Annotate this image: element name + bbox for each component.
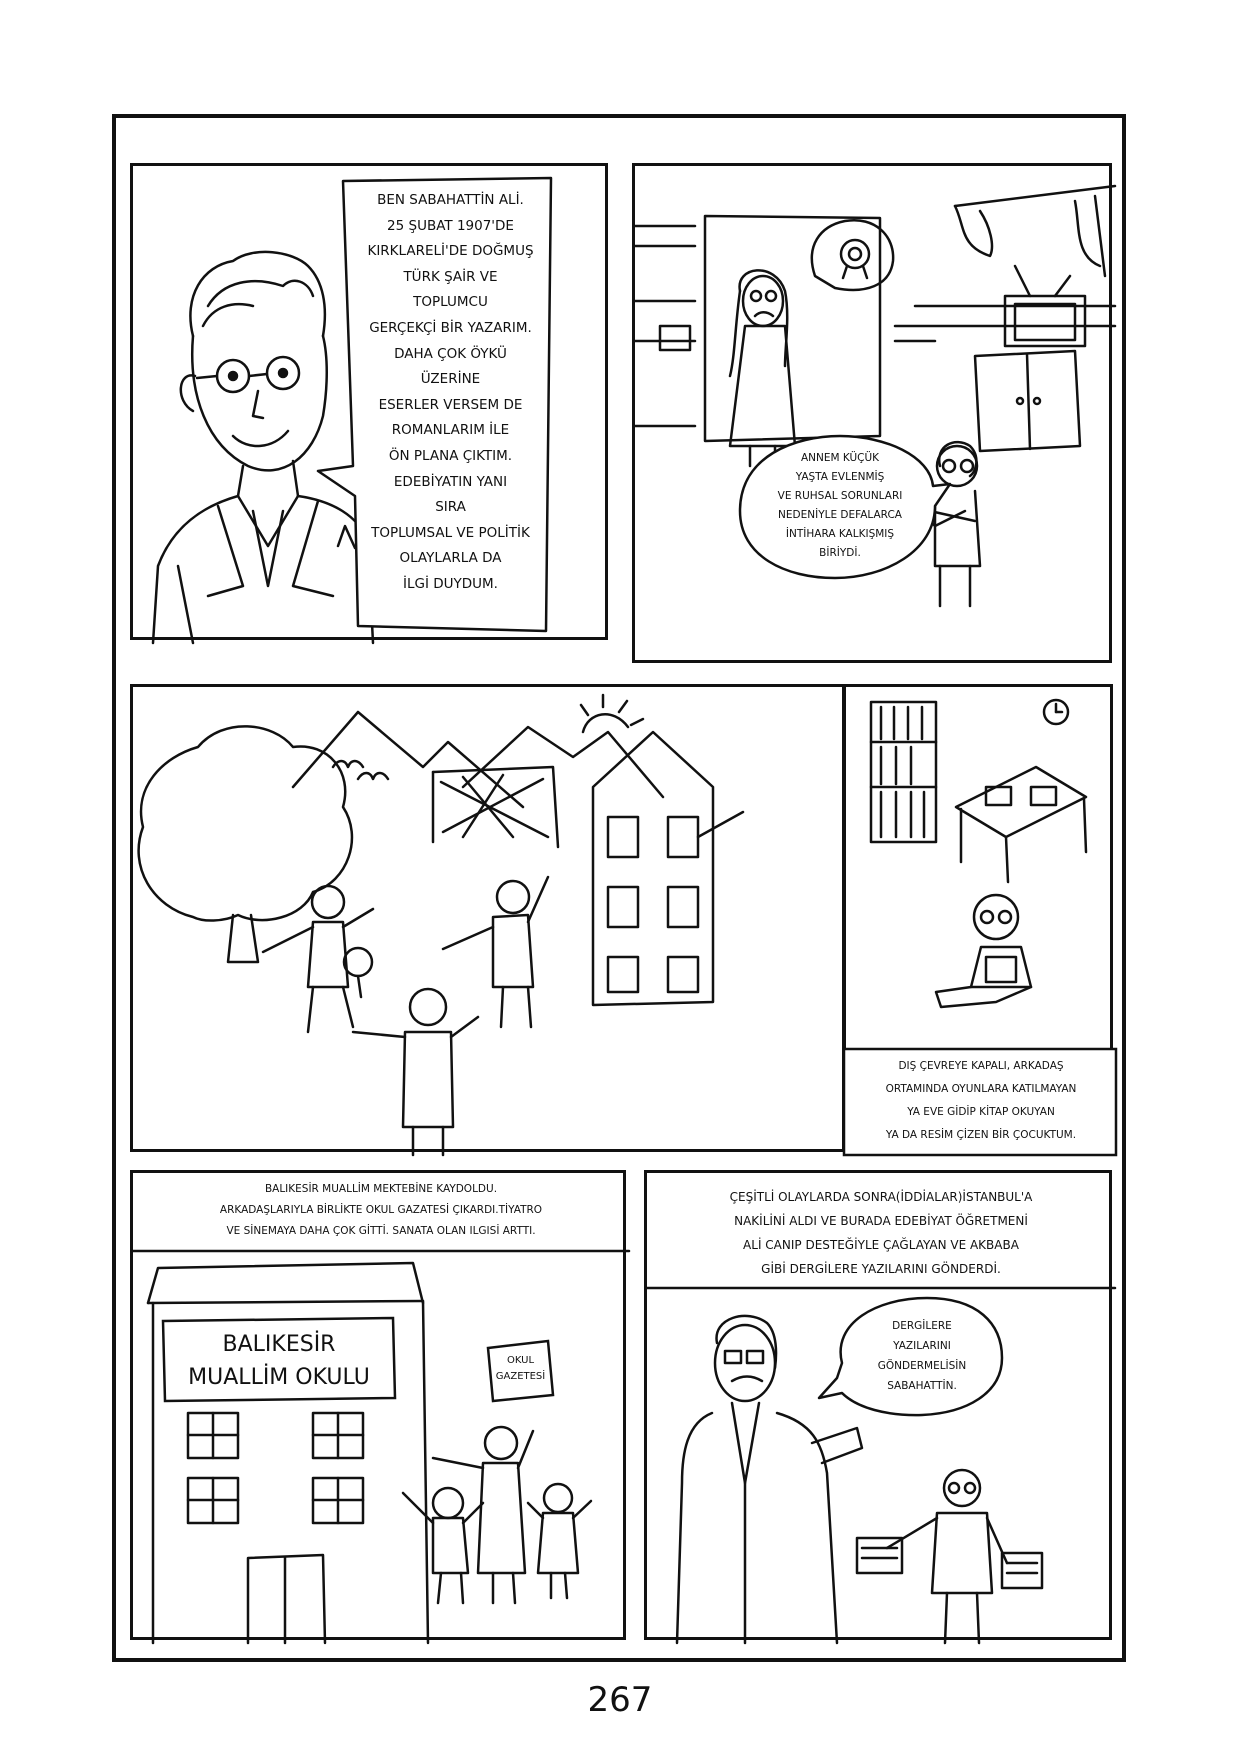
- speech-line: SIRA: [435, 499, 466, 516]
- speech-line: İLGİ DUYDUM.: [403, 575, 498, 592]
- speech-line: VE RUHSAL SORUNLARI: [777, 490, 903, 502]
- sign-line: MUALLİM OKULU: [188, 1365, 370, 1390]
- caption-line: BALIKESİR MUALLİM MEKTEBİNE KAYDOLDU.: [264, 1183, 498, 1195]
- caption-line: YA EVE GİDİP KİTAP OKUYAN: [907, 1106, 1055, 1118]
- speech-line: TÜRK ŞAİR VE: [403, 268, 498, 285]
- placard-text: [488, 1353, 553, 1385]
- speech-line: DERGİLERE: [892, 1320, 952, 1332]
- speech-line: ANNEM KÜÇÜK: [800, 452, 880, 464]
- newspaper-placard: [133, 1173, 629, 1643]
- speech-line: İNTİHARA KALKIŞMIŞ: [785, 528, 895, 540]
- speech-line: TOPLUMSAL VE POLİTİK: [371, 524, 530, 541]
- sign-line: BALIKESİR: [222, 1332, 336, 1357]
- speech-line: EDEBİYATIN YANI: [393, 473, 508, 490]
- panel-1-speech-text: [358, 188, 543, 598]
- panel-4-caption-text: [846, 1055, 1116, 1147]
- panel-6-caption-text: [647, 1185, 1115, 1281]
- caption-line: YA DA RESİM ÇİZEN BİR ÇOCUKTUM.: [885, 1129, 1077, 1141]
- speech-line: GERÇEKÇİ BİR YAZARIM.: [369, 319, 532, 336]
- speech-line: OLAYLARLA DA: [399, 550, 502, 567]
- panel-2-mother-room: [632, 163, 1112, 663]
- page-number: 267: [587, 1680, 653, 1720]
- speech-line: ÜZERİNE: [420, 371, 481, 388]
- panel-4-reading-child: [843, 684, 1113, 1152]
- speech-line: NEDENİYLE DEFALARCA: [778, 509, 902, 521]
- speech-line: ESERLER VERSEM DE: [378, 396, 523, 413]
- panel-6-teacher-support: [644, 1170, 1112, 1640]
- speech-line: BİRİYDİ.: [819, 547, 861, 559]
- speech-line: ROMANLARIM İLE: [391, 422, 510, 439]
- speech-line: BEN SABAHATTİN ALİ.: [377, 192, 524, 208]
- speech-line: 25 ŞUBAT 1907'DE: [387, 217, 514, 234]
- speech-line: ÖN PLANA ÇIKTIM.: [388, 447, 513, 464]
- speech-line: GÖNDERMELİSİN: [877, 1360, 967, 1372]
- caption-line: VE SİNEMAYA DAHA ÇOK GİTTİ. SANATA OLAN ILGISİ ARTTI.: [226, 1225, 536, 1237]
- caption-line: ALİ CANIP DESTEĞİYLE ÇAĞLAYAN VE AKBABA: [743, 1238, 1019, 1252]
- speech-line: YAZILARINI: [893, 1340, 951, 1352]
- speech-line: TOPLUMCU: [413, 294, 488, 311]
- playground-scene-drawing: [133, 687, 848, 1155]
- caption-line: DIŞ ÇEVREYE KAPALI, ARKADAŞ: [898, 1060, 1064, 1072]
- caption-line: NAKİLİNİ ALDI VE BURADA EDEBİYAT ÖĞRETMENİ: [734, 1214, 1028, 1228]
- placard-line: OKUL: [506, 1355, 535, 1366]
- caption-line: GİBİ DERGİLERE YAZILARINI GÖNDERDİ.: [761, 1262, 1001, 1276]
- speech-line: SABAHATTİN.: [887, 1380, 957, 1392]
- caption-line: ARKADAŞLARIYLA BİRLİKTE OKUL GAZATESİ ÇIKARDI.TİYATRO: [219, 1204, 543, 1216]
- speech-line: KIRKLARELİ'DE DOĞMUŞ: [367, 243, 534, 260]
- panel-2-speech-text: [735, 449, 945, 563]
- placard-line: GAZETESİ: [495, 1371, 546, 1382]
- speech-line: YAŞTA EVLENMİŞ: [795, 471, 885, 483]
- panel-3-playground: [130, 684, 845, 1152]
- caption-line: ORTAMINDA OYUNLARA KATILMAYAN: [885, 1083, 1077, 1095]
- speech-line: DAHA ÇOK ÖYKÜ: [394, 345, 507, 362]
- panel-5-balikesir-school: [130, 1170, 626, 1640]
- panel-5-caption-text: [133, 1179, 629, 1242]
- panel-2-speech-bubble: [635, 166, 1115, 666]
- panel-6-speech-text: [842, 1316, 1002, 1396]
- panel-1-author-intro: [130, 163, 608, 640]
- caption-line: ÇEŞİTLİ OLAYLARDA SONRA(İDDİALAR)İSTANBUL'A: [729, 1190, 1033, 1204]
